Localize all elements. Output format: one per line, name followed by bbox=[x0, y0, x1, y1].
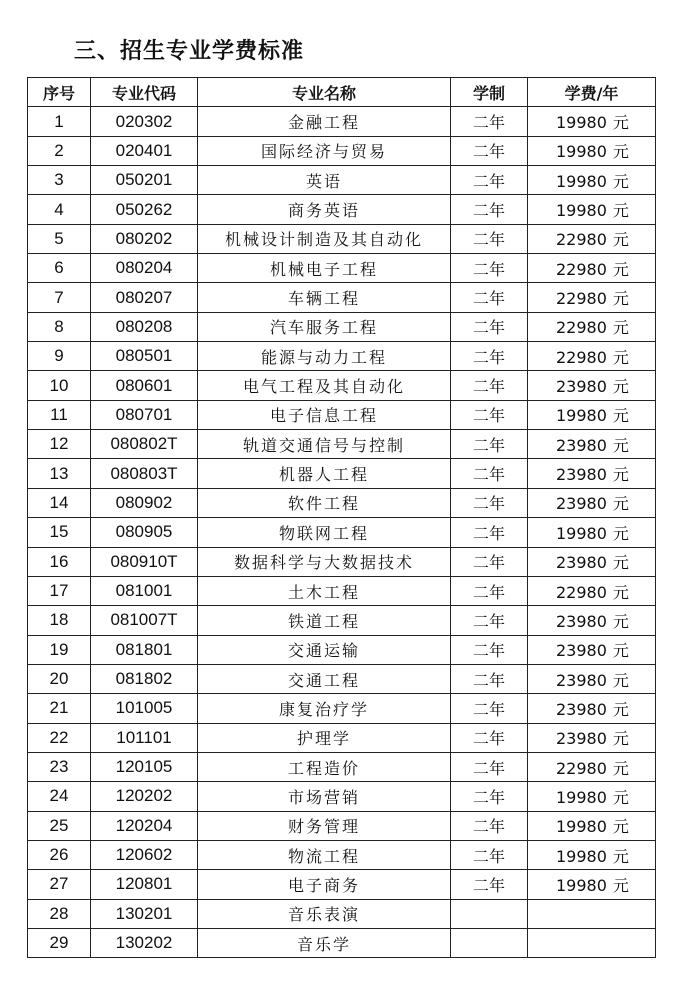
cell-major-code: 050262 bbox=[91, 195, 198, 224]
cell-tuition bbox=[528, 400, 656, 429]
tuition-amount: 22980 bbox=[556, 318, 607, 338]
cell-tuition bbox=[528, 635, 656, 664]
cell-major-name: 机器人工程 bbox=[198, 459, 451, 488]
cell-major-code: 080701 bbox=[91, 400, 198, 429]
table-row bbox=[28, 694, 656, 723]
cell-index: 1 bbox=[28, 107, 91, 136]
tuition-unit: 元 bbox=[612, 318, 629, 338]
tuition-unit: 元 bbox=[612, 787, 629, 807]
cell-index: 16 bbox=[28, 547, 91, 576]
tuition-unit: 元 bbox=[612, 113, 629, 133]
cell-index: 12 bbox=[28, 430, 91, 459]
tuition-amount: 22980 bbox=[556, 347, 607, 367]
tuition-unit: 元 bbox=[612, 377, 629, 397]
tuition-amount: 23980 bbox=[556, 641, 607, 661]
table-row bbox=[28, 195, 656, 224]
cell-duration: 二年 bbox=[451, 606, 528, 635]
page-title: 三、招生专业学费标准 bbox=[74, 39, 305, 64]
tuition-unit: 元 bbox=[612, 729, 629, 749]
tuition-unit: 元 bbox=[612, 817, 629, 837]
table-row bbox=[28, 488, 656, 517]
table-row bbox=[28, 782, 656, 811]
tuition-unit: 元 bbox=[612, 494, 629, 514]
tuition-amount: 23980 bbox=[556, 494, 607, 514]
table-row bbox=[28, 547, 656, 576]
cell-index: 22 bbox=[28, 723, 91, 752]
cell-major-code: 130201 bbox=[91, 899, 198, 928]
cell-index: 15 bbox=[28, 518, 91, 547]
cell-index: 24 bbox=[28, 782, 91, 811]
cell-duration: 二年 bbox=[451, 840, 528, 869]
tuition-amount: 23980 bbox=[556, 699, 607, 719]
table-row bbox=[28, 840, 656, 869]
tuition-unit: 元 bbox=[612, 230, 629, 250]
cell-major-code: 081001 bbox=[91, 576, 198, 605]
cell-tuition bbox=[528, 254, 656, 283]
cell-duration: 二年 bbox=[451, 254, 528, 283]
cell-major-name: 交通工程 bbox=[198, 664, 451, 693]
table-row bbox=[28, 371, 656, 400]
table-row bbox=[28, 312, 656, 341]
cell-duration bbox=[451, 928, 528, 957]
cell-duration: 二年 bbox=[451, 371, 528, 400]
cell-major-code: 101005 bbox=[91, 694, 198, 723]
cell-index: 21 bbox=[28, 694, 91, 723]
cell-major-name: 工程造价 bbox=[198, 752, 451, 781]
cell-major-code: 080905 bbox=[91, 518, 198, 547]
cell-index: 2 bbox=[28, 136, 91, 165]
tuition-amount: 22980 bbox=[556, 230, 607, 250]
cell-major-code: 120202 bbox=[91, 782, 198, 811]
cell-index: 29 bbox=[28, 928, 91, 957]
cell-index: 27 bbox=[28, 870, 91, 899]
cell-tuition bbox=[528, 312, 656, 341]
cell-major-code: 120105 bbox=[91, 752, 198, 781]
tuition-amount: 19980 bbox=[556, 817, 607, 837]
cell-index: 7 bbox=[28, 283, 91, 312]
cell-tuition bbox=[528, 518, 656, 547]
cell-index: 18 bbox=[28, 606, 91, 635]
table-row bbox=[28, 342, 656, 371]
cell-major-name: 物流工程 bbox=[198, 840, 451, 869]
cell-major-name: 电子商务 bbox=[198, 870, 451, 899]
cell-major-name: 商务英语 bbox=[198, 195, 451, 224]
table-header-row bbox=[28, 78, 656, 107]
tuition-unit: 元 bbox=[612, 611, 629, 631]
table-row bbox=[28, 752, 656, 781]
tuition-amount: 19980 bbox=[556, 113, 607, 133]
cell-major-code: 081802 bbox=[91, 664, 198, 693]
cell-tuition bbox=[528, 899, 656, 928]
tuition-unit: 元 bbox=[612, 758, 629, 778]
tuition-unit: 元 bbox=[612, 201, 629, 221]
cell-major-code: 080601 bbox=[91, 371, 198, 400]
tuition-unit: 元 bbox=[612, 699, 629, 719]
tuition-amount: 19980 bbox=[556, 201, 607, 221]
cell-tuition bbox=[528, 606, 656, 635]
tuition-unit: 元 bbox=[612, 347, 629, 367]
table-row bbox=[28, 606, 656, 635]
cell-major-code: 080208 bbox=[91, 312, 198, 341]
cell-duration: 二年 bbox=[451, 224, 528, 253]
cell-tuition bbox=[528, 547, 656, 576]
tuition-amount: 23980 bbox=[556, 435, 607, 455]
cell-duration: 二年 bbox=[451, 283, 528, 312]
tuition-amount: 22980 bbox=[556, 289, 607, 309]
cell-tuition bbox=[528, 195, 656, 224]
cell-index: 6 bbox=[28, 254, 91, 283]
cell-major-name: 康复治疗学 bbox=[198, 694, 451, 723]
cell-duration: 二年 bbox=[451, 635, 528, 664]
header-major-code: 专业代码 bbox=[91, 78, 198, 107]
cell-major-name: 能源与动力工程 bbox=[198, 342, 451, 371]
tuition-amount: 19980 bbox=[556, 846, 607, 866]
tuition-unit: 元 bbox=[612, 670, 629, 690]
cell-index: 8 bbox=[28, 312, 91, 341]
cell-tuition bbox=[528, 224, 656, 253]
cell-major-name: 软件工程 bbox=[198, 488, 451, 517]
header-tuition: 学费/年 bbox=[528, 78, 656, 107]
table-row bbox=[28, 224, 656, 253]
tuition-amount: 23980 bbox=[556, 729, 607, 749]
cell-index: 9 bbox=[28, 342, 91, 371]
cell-major-code: 080803T bbox=[91, 459, 198, 488]
table-row bbox=[28, 283, 656, 312]
cell-tuition bbox=[528, 166, 656, 195]
cell-major-name: 音乐表演 bbox=[198, 899, 451, 928]
tuition-amount: 23980 bbox=[556, 670, 607, 690]
cell-duration: 二年 bbox=[451, 312, 528, 341]
cell-major-code: 101101 bbox=[91, 723, 198, 752]
table-row bbox=[28, 723, 656, 752]
tuition-amount: 19980 bbox=[556, 523, 607, 543]
cell-duration: 二年 bbox=[451, 694, 528, 723]
cell-duration: 二年 bbox=[451, 195, 528, 224]
cell-major-name: 英语 bbox=[198, 166, 451, 195]
cell-index: 14 bbox=[28, 488, 91, 517]
cell-duration: 二年 bbox=[451, 400, 528, 429]
cell-major-name: 轨道交通信号与控制 bbox=[198, 430, 451, 459]
tuition-unit: 元 bbox=[612, 846, 629, 866]
cell-major-name: 交通运输 bbox=[198, 635, 451, 664]
tuition-amount: 19980 bbox=[556, 171, 607, 191]
header-duration: 学制 bbox=[451, 78, 528, 107]
cell-major-name: 金融工程 bbox=[198, 107, 451, 136]
cell-tuition bbox=[528, 459, 656, 488]
tuition-amount: 22980 bbox=[556, 758, 607, 778]
cell-major-name: 土木工程 bbox=[198, 576, 451, 605]
cell-major-name: 国际经济与贸易 bbox=[198, 136, 451, 165]
tuition-unit: 元 bbox=[612, 435, 629, 455]
cell-duration: 二年 bbox=[451, 782, 528, 811]
cell-major-code: 120204 bbox=[91, 811, 198, 840]
table-row bbox=[28, 870, 656, 899]
tuition-table bbox=[27, 77, 656, 958]
cell-tuition bbox=[528, 840, 656, 869]
table-row bbox=[28, 928, 656, 957]
cell-tuition bbox=[528, 136, 656, 165]
tuition-amount: 22980 bbox=[556, 582, 607, 602]
table-row bbox=[28, 518, 656, 547]
cell-tuition bbox=[528, 723, 656, 752]
tuition-amount: 23980 bbox=[556, 377, 607, 397]
cell-tuition bbox=[528, 283, 656, 312]
cell-major-code: 080902 bbox=[91, 488, 198, 517]
cell-major-code: 050201 bbox=[91, 166, 198, 195]
cell-major-name: 机械电子工程 bbox=[198, 254, 451, 283]
cell-major-code: 120801 bbox=[91, 870, 198, 899]
cell-duration: 二年 bbox=[451, 107, 528, 136]
cell-duration: 二年 bbox=[451, 488, 528, 517]
cell-major-code: 080802T bbox=[91, 430, 198, 459]
table-row bbox=[28, 430, 656, 459]
cell-duration: 二年 bbox=[451, 547, 528, 576]
table-row bbox=[28, 136, 656, 165]
tuition-unit: 元 bbox=[612, 523, 629, 543]
cell-tuition bbox=[528, 782, 656, 811]
tuition-unit: 元 bbox=[612, 641, 629, 661]
tuition-unit: 元 bbox=[612, 582, 629, 602]
cell-duration: 二年 bbox=[451, 870, 528, 899]
cell-index: 26 bbox=[28, 840, 91, 869]
cell-major-code: 080204 bbox=[91, 254, 198, 283]
cell-major-name: 机械设计制造及其自动化 bbox=[198, 224, 451, 253]
cell-index: 11 bbox=[28, 400, 91, 429]
cell-major-name: 市场营销 bbox=[198, 782, 451, 811]
cell-major-code: 130202 bbox=[91, 928, 198, 957]
cell-major-name: 电气工程及其自动化 bbox=[198, 371, 451, 400]
cell-major-code: 081801 bbox=[91, 635, 198, 664]
tuition-amount: 23980 bbox=[556, 611, 607, 631]
cell-major-name: 数据科学与大数据技术 bbox=[198, 547, 451, 576]
table-row bbox=[28, 899, 656, 928]
tuition-unit: 元 bbox=[612, 875, 629, 895]
cell-tuition bbox=[528, 576, 656, 605]
cell-duration bbox=[451, 899, 528, 928]
cell-tuition bbox=[528, 694, 656, 723]
table-row bbox=[28, 459, 656, 488]
tuition-amount: 19980 bbox=[556, 875, 607, 895]
cell-major-code: 020302 bbox=[91, 107, 198, 136]
tuition-unit: 元 bbox=[612, 465, 629, 485]
cell-major-code: 081007T bbox=[91, 606, 198, 635]
cell-index: 13 bbox=[28, 459, 91, 488]
tuition-unit: 元 bbox=[612, 171, 629, 191]
cell-major-name: 铁道工程 bbox=[198, 606, 451, 635]
tuition-unit: 元 bbox=[612, 259, 629, 279]
cell-major-code: 080202 bbox=[91, 224, 198, 253]
table-row bbox=[28, 166, 656, 195]
cell-duration: 二年 bbox=[451, 136, 528, 165]
cell-tuition bbox=[528, 430, 656, 459]
cell-major-code: 080501 bbox=[91, 342, 198, 371]
cell-tuition bbox=[528, 371, 656, 400]
cell-tuition bbox=[528, 752, 656, 781]
cell-duration: 二年 bbox=[451, 811, 528, 840]
cell-duration: 二年 bbox=[451, 459, 528, 488]
cell-tuition bbox=[528, 811, 656, 840]
cell-index: 10 bbox=[28, 371, 91, 400]
cell-major-code: 080910T bbox=[91, 547, 198, 576]
header-major-name: 专业名称 bbox=[198, 78, 451, 107]
cell-major-code: 120602 bbox=[91, 840, 198, 869]
cell-index: 25 bbox=[28, 811, 91, 840]
cell-tuition bbox=[528, 107, 656, 136]
tuition-unit: 元 bbox=[612, 289, 629, 309]
cell-duration: 二年 bbox=[451, 518, 528, 547]
cell-major-name: 物联网工程 bbox=[198, 518, 451, 547]
cell-major-name: 音乐学 bbox=[198, 928, 451, 957]
table-row bbox=[28, 107, 656, 136]
cell-duration: 二年 bbox=[451, 342, 528, 371]
tuition-amount: 19980 bbox=[556, 142, 607, 162]
tuition-unit: 元 bbox=[612, 553, 629, 573]
cell-major-name: 护理学 bbox=[198, 723, 451, 752]
cell-duration: 二年 bbox=[451, 723, 528, 752]
header-index: 序号 bbox=[28, 78, 91, 107]
table-row bbox=[28, 254, 656, 283]
cell-index: 17 bbox=[28, 576, 91, 605]
cell-index: 5 bbox=[28, 224, 91, 253]
tuition-amount: 22980 bbox=[556, 259, 607, 279]
table-row bbox=[28, 811, 656, 840]
cell-duration: 二年 bbox=[451, 576, 528, 605]
tuition-amount: 19980 bbox=[556, 406, 607, 426]
table-row bbox=[28, 576, 656, 605]
cell-tuition bbox=[528, 870, 656, 899]
cell-index: 28 bbox=[28, 899, 91, 928]
cell-index: 20 bbox=[28, 664, 91, 693]
tuition-amount: 19980 bbox=[556, 787, 607, 807]
cell-index: 3 bbox=[28, 166, 91, 195]
cell-tuition bbox=[528, 488, 656, 517]
tuition-amount: 23980 bbox=[556, 465, 607, 485]
table-row bbox=[28, 664, 656, 693]
cell-major-code: 020401 bbox=[91, 136, 198, 165]
cell-index: 23 bbox=[28, 752, 91, 781]
cell-major-name: 汽车服务工程 bbox=[198, 312, 451, 341]
cell-index: 19 bbox=[28, 635, 91, 664]
cell-duration: 二年 bbox=[451, 752, 528, 781]
cell-major-name: 电子信息工程 bbox=[198, 400, 451, 429]
cell-major-name: 车辆工程 bbox=[198, 283, 451, 312]
cell-tuition bbox=[528, 664, 656, 693]
table-row bbox=[28, 635, 656, 664]
cell-duration: 二年 bbox=[451, 166, 528, 195]
tuition-unit: 元 bbox=[612, 142, 629, 162]
cell-index: 4 bbox=[28, 195, 91, 224]
cell-tuition bbox=[528, 342, 656, 371]
cell-duration: 二年 bbox=[451, 664, 528, 693]
cell-tuition bbox=[528, 928, 656, 957]
tuition-amount: 23980 bbox=[556, 553, 607, 573]
cell-major-code: 080207 bbox=[91, 283, 198, 312]
table-row bbox=[28, 400, 656, 429]
cell-duration: 二年 bbox=[451, 430, 528, 459]
cell-major-name: 财务管理 bbox=[198, 811, 451, 840]
tuition-unit: 元 bbox=[612, 406, 629, 426]
